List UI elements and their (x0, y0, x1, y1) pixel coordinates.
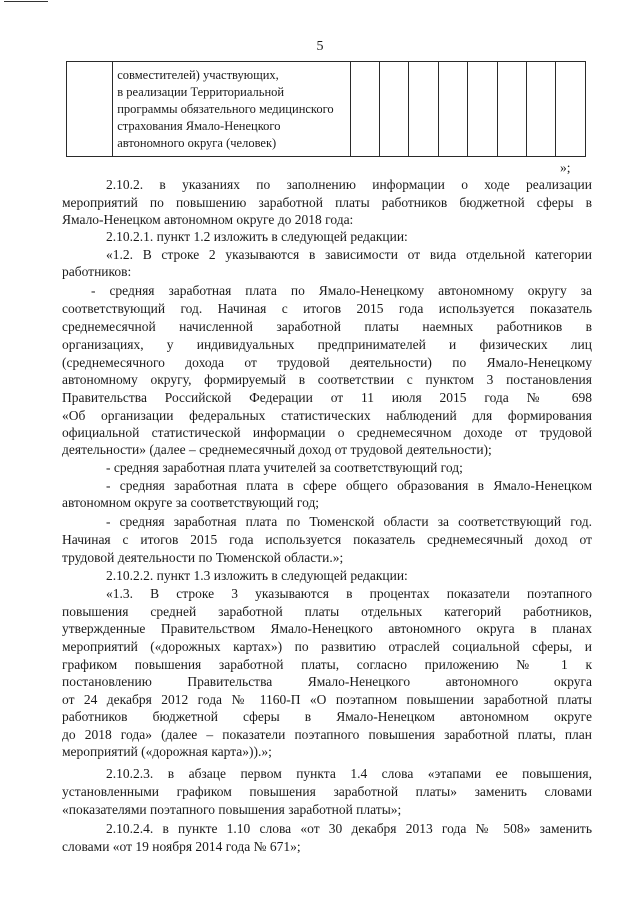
top-edge-line (4, 1, 48, 2)
table-cell-line: программы обязательного медицинского (117, 102, 334, 116)
table-cell-line: в реализации Территориальной (117, 85, 285, 99)
table-cell-empty (350, 62, 379, 157)
text-line: «1.3. В строке 3 указываются в процентах показатели поэтапного (106, 586, 592, 601)
text-line: - средняя заработная плата по Тюменской области за соответствующий год. (106, 514, 592, 529)
table-cell-empty (438, 62, 467, 157)
table-cell-line: страхования Ямало-Ненецкого (117, 119, 281, 133)
text-line: - средняя заработная плата учителей за соответствующий год; (106, 460, 463, 475)
text-line: Ямало-Ненецком автономном округе до 2018 года: (62, 212, 354, 227)
text-line: соответствующий год. Начиная с итогов 2015 года используется показатель (62, 301, 592, 316)
table-cell-empty (497, 62, 526, 157)
text-line: 2.10.2.1. пункт 1.2 изложить в следующей редакции: (106, 229, 408, 244)
text-line: автономном округе за соответствующий год; (62, 495, 320, 510)
text-line: графиком повышения заработной платы, согласно приложению № 1 к (62, 657, 592, 672)
text-line: 2.10.2.2. пункт 1.3 изложить в следующей редакции: (106, 568, 408, 583)
table-cell-empty (380, 62, 409, 157)
text-line: мероприятий по повышению заработной платы работников бюджетной сферы в (62, 195, 592, 210)
table-cell-empty (527, 62, 556, 157)
text-line: мероприятий («дорожная карта»)).»; (62, 744, 272, 759)
page-number: 5 (316, 39, 324, 54)
closing-quote-mark: »; (560, 160, 571, 175)
text-line: установленными графиком повышения заработной платы» заменить словами (62, 784, 592, 799)
text-line: официальной статистической информации о среднемесячном доходе от трудовой (62, 425, 592, 440)
table-cell-line: совместителей) участвующих, (117, 68, 279, 82)
text-line: «Об организации федеральных статистических наблюдений для формирования (62, 408, 592, 423)
text-line: мероприятий («дорожных картах») по развитию отраслей социальной сферы, и (62, 639, 592, 654)
text-line: повышения средней заработной платы отдельных категорий работников, (62, 604, 592, 619)
text-line: постановлению Правительства Ямало-Ненецкого автономного округа (62, 674, 592, 689)
text-line: Правительства Российской Федерации от 11 июля 2015 года № 698 (62, 390, 592, 405)
text-line: - средняя заработная плата в сфере общего образования в Ямало-Ненецком (106, 478, 592, 493)
text-line: - средняя заработная плата по Ямало-Ненецкому автономному округу за (91, 283, 592, 298)
table-cell-indicator (113, 62, 350, 157)
text-line: утвержденные Правительством Ямало-Ненецкого автономного округа в планах (62, 621, 592, 636)
text-line: Начиная с итогов 2015 года используется показатель среднемесячный доход от (62, 532, 592, 547)
text-line: (среднемесячного дохода от трудовой деятельности) по Ямало-Ненецкому (62, 355, 592, 370)
text-line: работников бюджетной сферы в Ямало-Ненецком автономном округе (62, 709, 592, 724)
table-cell-number (67, 62, 113, 157)
text-line: «1.2. В строке 2 указываются в зависимости от вида отдельной категории (106, 247, 592, 262)
continued-table (66, 61, 586, 157)
text-line: словами «от 19 ноября 2014 года № 671»; (62, 839, 301, 854)
text-line: деятельности» (далее – среднемесячный доход от трудовой деятельности); (62, 442, 492, 457)
table-cell-line: автономного округа (человек) (117, 136, 277, 150)
table-cell-empty (409, 62, 438, 157)
text-line: 2.10.2. в указаниях по заполнению информации о ходе реализации (106, 177, 592, 192)
text-line: автономному округу, формируемый в соответствии с пунктом 3 постановления (62, 372, 592, 387)
text-line: до 2018 года» (далее – показатели поэтапного повышения заработной платы, план (62, 727, 592, 742)
table-row (67, 62, 586, 157)
text-line: «показателями поэтапного повышения заработной платы»; (62, 802, 402, 817)
text-line: 2.10.2.4. в пункте 1.10 слова «от 30 декабря 2013 года № 508» заменить (106, 821, 592, 836)
text-line: 2.10.2.3. в абзаце первом пункта 1.4 слова «этапами ее повышения, (106, 766, 592, 781)
table-cell-empty (468, 62, 497, 157)
text-line: организациях, у индивидуальных предпринимателей и физических лиц (62, 337, 592, 352)
table-cell-empty (556, 62, 586, 157)
text-line: от 24 декабря 2012 года № 1160-П «О поэтапном повышении заработной платы (62, 692, 592, 707)
text-line: среднемесячной начисленной заработной платы наемных работников в (62, 319, 592, 334)
text-line: трудовой деятельности по Тюменской области.»; (62, 550, 344, 565)
text-line: работников: (62, 264, 132, 279)
